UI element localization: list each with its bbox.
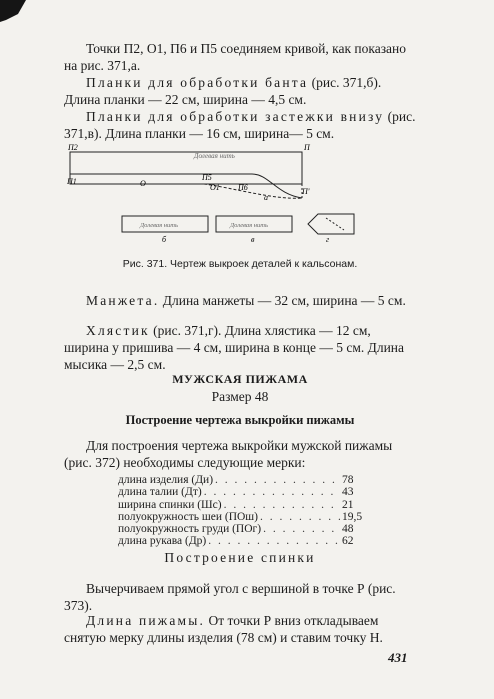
measurement-value: 19,5 xyxy=(342,510,363,523)
back-p2-text: От точки Р вниз откладываем снятую мерку длины изделия (78 см) и ставим точку Н. xyxy=(64,613,383,645)
grain-note-strip-v: Долевая нить xyxy=(230,222,268,229)
leader-dots xyxy=(208,535,340,547)
measurement-label: полуокружность груди (ПОг) xyxy=(118,523,262,536)
hlyastik-paragraph xyxy=(64,322,416,373)
bant-paragraph xyxy=(64,74,416,108)
manzheta-label: Манжета. xyxy=(86,293,160,308)
section-title: МУЖСКАЯ ПИЖАМА xyxy=(172,372,308,386)
back-paragraph-1: Вычерчиваем прямой угол с вершиной в точке Р (рис. 373). xyxy=(64,581,396,613)
label-o-main: О xyxy=(140,179,146,188)
measurement-label: полуокружность шеи (ПОш) xyxy=(118,510,258,523)
label-p6: П6 xyxy=(238,183,248,192)
measurement-row xyxy=(118,523,368,535)
page-number: 431 xyxy=(388,650,408,665)
zastezhka-paragraph xyxy=(64,108,416,142)
measurements-list xyxy=(118,474,368,548)
section-subtitle: Построение чертежа выкройки пижамы xyxy=(125,413,355,427)
scan-corner-mark xyxy=(0,0,26,22)
label-p-prime: П' xyxy=(302,187,310,196)
measurement-label: длина талии (Дт) xyxy=(118,486,202,499)
measurement-row xyxy=(118,486,368,498)
back-section-title: Построение спинки xyxy=(164,550,316,565)
leader-dots xyxy=(204,486,340,498)
back-paragraph-2 xyxy=(64,612,416,646)
manzheta-paragraph xyxy=(64,292,416,309)
label-a: а xyxy=(264,193,268,202)
leader-dots xyxy=(260,511,340,523)
hlyastik-text: (рис. 371,г). Длина хлястика — 12 см, ширина у пришива — 4 см, ширина в конце — 5 см. Длина мысика — 2,5 см. xyxy=(64,323,405,372)
manzheta-text: Длина манжеты — 32 см, ширина — 5 см. xyxy=(159,293,406,308)
measure-intro-paragraph: Для построения чертежа выкройки мужской пижамы (рис. 372) необходимы следующие мерки: xyxy=(64,438,393,470)
leader-dots xyxy=(215,474,340,486)
bant-label: Планки для обработки банта xyxy=(86,75,309,90)
grain-note-top: Долевая нить xyxy=(194,152,235,160)
measurement-label: длина рукава (Др) xyxy=(118,535,207,548)
leader-dots xyxy=(224,499,340,511)
label-p: П xyxy=(304,143,310,152)
measurement-label: ширина спинки (Шс) xyxy=(118,498,222,511)
zastezhka-label: Планки для обработки застежки внизу xyxy=(86,109,385,124)
strip-g xyxy=(308,214,354,234)
zastezhka-text: (рис. 371,в). Длина планки — 16 см, ширина— 5 см. xyxy=(64,109,416,141)
measurement-value: 43 xyxy=(342,486,354,499)
grain-note-strip-b: Долевая нить xyxy=(140,222,178,229)
hlyastik-label: Хлястик xyxy=(86,323,150,338)
section-size: Размер 48 xyxy=(211,389,269,404)
measurement-label: длина изделия (Ди) xyxy=(118,474,214,486)
measurement-value: 21 xyxy=(342,498,354,511)
bant-text: (рис. 371,б). Длина планки — 22 см, ширина — 4,5 см. xyxy=(64,75,382,107)
measurement-row xyxy=(118,499,368,511)
back-p2-label: Длина пижамы. xyxy=(86,613,206,628)
measurement-row xyxy=(118,474,368,486)
label-b: б xyxy=(162,235,167,244)
intro-paragraph: Точки П2, О1, П6 и П5 соединяем кривой, как показано на рис. 371,а. xyxy=(64,41,407,73)
measurement-value: 78 xyxy=(342,474,354,486)
measurement-value: 62 xyxy=(342,535,354,548)
leader-dots xyxy=(263,523,340,535)
label-p2: П2 xyxy=(68,143,78,152)
pattern-figure xyxy=(64,138,416,250)
measurement-row xyxy=(118,535,368,547)
figure-caption: Рис. 371. Чертеж выкроек деталей к кальсонам. xyxy=(122,258,358,270)
label-p5: П5 xyxy=(202,173,212,182)
label-o1: О1 xyxy=(210,183,220,192)
measurement-value: 48 xyxy=(342,523,354,536)
label-g: г xyxy=(326,235,330,244)
label-p1: П1 xyxy=(67,177,77,186)
main-pattern-shape xyxy=(70,152,302,198)
measurement-row xyxy=(118,511,368,523)
label-v: в xyxy=(251,235,255,244)
